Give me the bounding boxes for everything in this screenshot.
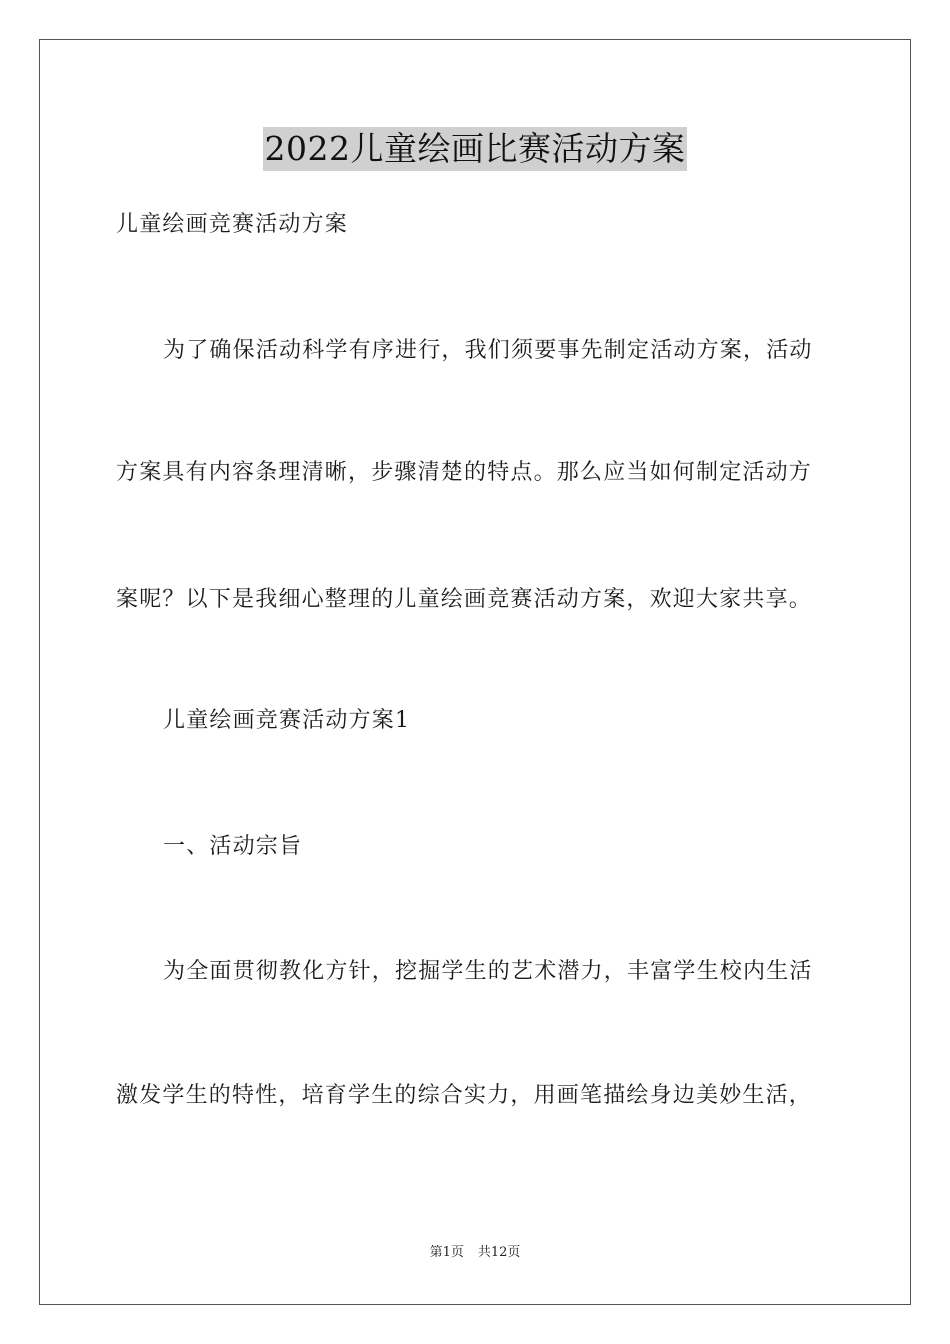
section-heading: 一、活动宗旨 xyxy=(163,834,303,859)
total-pages: 共12页 xyxy=(477,1245,521,1260)
paragraph-line: 案呢？以下是我细心整理的儿童绘画竞赛活动方案，欢迎大家共享。 xyxy=(116,587,813,612)
paragraph-line: 为了确保活动科学有序进行，我们须要事先制定活动方案，活动 xyxy=(163,338,813,363)
paragraph-line: 方案具有内容条理清晰，步骤清楚的特点。那么应当如何制定活动方 xyxy=(116,460,813,485)
page-footer xyxy=(0,1244,950,1262)
paragraph-line: 为全面贯彻教化方针，挖掘学生的艺术潜力，丰富学生校内生活 xyxy=(163,959,813,984)
title-container xyxy=(0,127,950,171)
page-number: 第1页 xyxy=(429,1245,464,1260)
subtitle-line: 儿童绘画竞赛活动方案 xyxy=(116,212,349,237)
section-heading: 儿童绘画竞赛活动方案1 xyxy=(163,708,411,733)
document-title: 2022儿童绘画比赛活动方案 xyxy=(263,127,688,171)
paragraph-line: 激发学生的特性，培育学生的综合实力，用画笔描绘身边美妙生活， xyxy=(116,1083,813,1108)
